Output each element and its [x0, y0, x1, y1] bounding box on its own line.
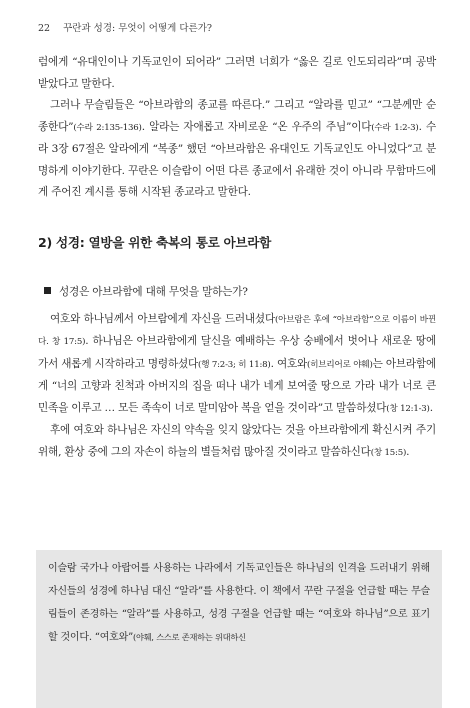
running-header [38, 20, 212, 34]
section-title: 2) 성경: 열방을 위한 축복의 통로 아브라함 [38, 234, 272, 250]
paragraph-2-text-b: . 알라는 자애롭고 자비로운 “온 우주의 주님”이다 [141, 120, 372, 133]
note-small-text: (야훼, 스스로 존재하는 위대하신 [132, 632, 246, 642]
paragraph-2-ref-1: (수라 2:135-136) [73, 122, 142, 133]
paragraph-3-text-e: . [429, 401, 433, 414]
paragraph-1-text: 럼에게 “유대인이나 기독교인이 되어라” 그러면 너희가 “옳은 길로 인도되리라”며 공박받았다고 말한다. [38, 56, 436, 90]
paragraph-2-text-a: 그러나 무슬림들은 “아브라함의 종교를 따른다.” 그리고 “알라를 믿고” “그분께만 순종한다” [38, 99, 436, 133]
paragraph-2 [38, 95, 436, 204]
page-body [38, 52, 436, 464]
paragraph-3-text-c: . 여호와 [270, 357, 308, 370]
paragraph-3-ref-1: (행 7:2-3; 히 11:8) [198, 359, 271, 370]
paragraph-1 [38, 52, 436, 95]
paragraph-3-text-a: 여호와 하나님께서 아브람에게 자신을 드러내셨다 [50, 312, 275, 325]
note-paragraph [48, 557, 430, 649]
paragraph-2-text-c: . 수라 3장 67절은 알라에게 “복종” 했던 “아브라함은 유대인도 기독교인도 아니었다”고 분명하게 이야기한다. 꾸란은 이슬람이 어떤 다른 종교에서 유래한 것이 아니라 무함마드에게 주어진 계시를 통해 시작된 종교라고 말한다. [38, 120, 436, 198]
note-text: 이슬람 국가나 아랍어를 사용하는 나라에서 기독교인들은 하나님의 인격을 드러내기 위해 자신들의 성경에 하나님 대신 “알라”를 사용한다. 이 책에서 꾸란 구절을 언급할 때는 무슬림들이 존경하는 “알라”를 사용하고, 성경 구절을 언급할 때는 “여호와 하나님”으로 표기할 것이다. “여호와” [48, 563, 430, 643]
paragraph-4 [38, 420, 436, 464]
paragraph-2-ref-2: (수라 1:2-3) [371, 122, 419, 133]
paragraph-3-note-1: (아브람은 후에 “아브라함”으로 이름이 바뀐다. 창 17:5) [38, 314, 436, 347]
paragraph-4-text-b: . [406, 445, 410, 458]
paragraph-3-text-d: 는 아브라함에게 “너의 고향과 친척과 아버지의 집을 떠나 내가 네게 보여줄 땅으로 가라 내가 너로 큰 민족을 이루고 … 모든 족속이 너로 말미암아 복을 얻을 것이라”고 말씀하셨다 [38, 357, 436, 414]
square-bullet-icon [44, 287, 51, 294]
running-title: 꾸란과 성경: 무엇이 어떻게 다른가? [63, 23, 212, 34]
note-box [36, 550, 442, 708]
question-line [44, 281, 436, 303]
paragraph-3 [38, 309, 436, 421]
question-text: 성경은 아브라함에 대해 무엇을 말하는가? [59, 285, 248, 298]
paragraph-3-note-2: (히브리어로 야훼) [307, 359, 373, 370]
page-number: 22 [38, 23, 51, 34]
paragraph-4-ref: (창 15:5) [370, 447, 407, 458]
paragraph-3-text-b: . 하나님은 아브라함에게 달신을 예배하는 우상 숭배에서 벗어나 새로운 땅에 가서 새롭게 시작하라고 명령하셨다 [38, 335, 437, 370]
paragraph-4-text-a: 후에 여호와 하나님은 자신의 약속을 잊지 않았다는 것을 아브라함에게 확신시켜 주기 위해, 환상 중에 그의 자손이 하늘의 별들처럼 많아질 것이라고 말씀하신다 [38, 424, 436, 458]
paragraph-3-ref-2: (창 12:1-3) [386, 403, 430, 414]
